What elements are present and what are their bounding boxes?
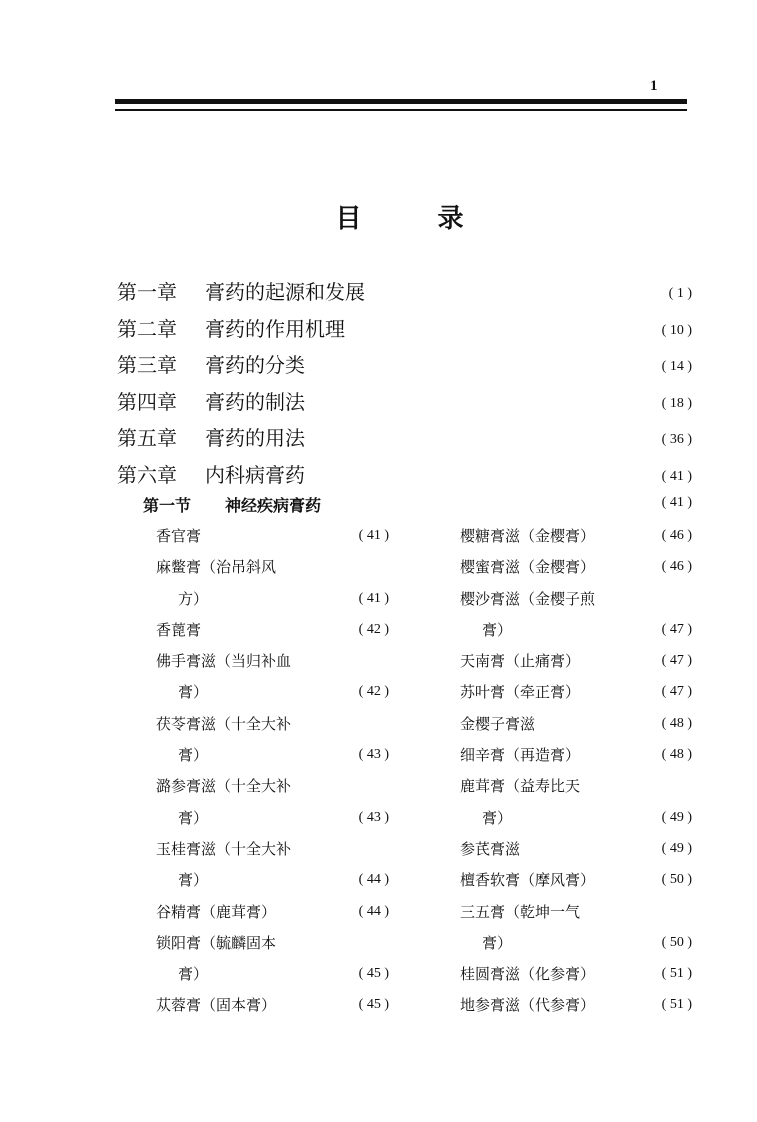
toc-entry-continuation[interactable] <box>460 806 692 837</box>
entry-page: ( 47 ) <box>661 621 692 637</box>
chapter-title: 内科病膏药 <box>205 462 305 487</box>
toc-entry[interactable] <box>460 555 692 586</box>
chapter-list <box>117 278 692 498</box>
toc-entry[interactable] <box>460 900 692 931</box>
chapter-number: 第三章 <box>117 353 177 378</box>
entry-page: ( 43 ) <box>358 809 389 825</box>
toc-entry[interactable] <box>156 712 389 743</box>
entry-page: ( 48 ) <box>661 715 692 731</box>
entry-page: ( 47 ) <box>661 684 692 700</box>
entry-title: 膏） <box>482 933 513 952</box>
toc-entry[interactable] <box>460 993 692 1024</box>
toc-entry[interactable] <box>460 680 692 711</box>
toc-section[interactable] <box>143 493 692 516</box>
toc-chapter[interactable] <box>117 315 692 352</box>
page-number: 1 <box>650 78 658 94</box>
entry-page: ( 51 ) <box>661 997 692 1013</box>
entry-page: ( 46 ) <box>661 528 692 543</box>
toc-entry[interactable] <box>156 993 389 1024</box>
entry-page: ( 41 ) <box>358 528 389 543</box>
entry-title: 三五膏（乾坤一气 <box>460 902 581 921</box>
toc-entry-continuation[interactable] <box>460 931 692 962</box>
entry-page: ( 48 ) <box>661 747 692 763</box>
toc-chapter[interactable] <box>117 424 692 461</box>
entry-title: 膏） <box>178 871 209 890</box>
chapter-title: 膏药的作用机理 <box>205 316 345 341</box>
entry-title: 檀香软膏（摩风膏） <box>460 871 596 890</box>
toc-entry[interactable] <box>460 743 692 774</box>
entry-page: ( 45 ) <box>358 997 389 1013</box>
entry-title: 香蓖膏 <box>156 620 202 639</box>
entry-page: ( 45 ) <box>358 966 389 982</box>
entry-title: 膏） <box>482 620 513 639</box>
toc-entries-left-column <box>156 524 389 1025</box>
toc-entry[interactable] <box>460 868 692 899</box>
toc-entry[interactable] <box>460 837 692 868</box>
chapter-page: ( 14 ) <box>661 359 692 375</box>
entry-title: 谷精膏（鹿茸膏） <box>156 902 277 921</box>
chapter-number: 第五章 <box>117 426 177 451</box>
toc-entry[interactable] <box>156 900 389 931</box>
chapter-number: 第一章 <box>117 280 177 304</box>
entry-page: ( 44 ) <box>358 872 389 888</box>
toc-entry-continuation[interactable] <box>156 680 389 711</box>
chapter-title: 膏药的起源和发展 <box>205 280 365 304</box>
entry-title: 参芪膏滋 <box>460 839 521 858</box>
entry-title: 锁阳膏（毓麟固本 <box>156 933 277 952</box>
entry-title: 茯苓膏滋（十全大补 <box>156 714 292 733</box>
toc-entry[interactable] <box>460 587 692 618</box>
entry-title: 麻鳖膏（治吊斜风 <box>156 558 277 577</box>
header-rule-thick <box>115 99 687 104</box>
section-number: 第一节 <box>143 496 192 515</box>
entry-page: ( 41 ) <box>358 590 389 606</box>
toc-chapter[interactable] <box>117 278 692 315</box>
entry-page: ( 50 ) <box>661 934 692 950</box>
entry-title: 膏） <box>482 808 513 827</box>
chapter-page: ( 41 ) <box>661 468 692 484</box>
toc-chapter[interactable] <box>117 351 692 388</box>
section-page: ( 41 ) <box>661 495 692 510</box>
toc-entry[interactable] <box>156 931 389 962</box>
toc-entry[interactable] <box>460 649 692 680</box>
entry-title: 细辛膏（再造膏） <box>460 746 581 765</box>
entry-title: 鹿茸膏（益寿比天 <box>460 777 581 796</box>
entry-title: 膏） <box>178 808 209 827</box>
chapter-number: 第四章 <box>117 389 177 414</box>
entry-title: 膏） <box>178 965 209 984</box>
entry-page: ( 47 ) <box>661 653 692 669</box>
toc-entry[interactable] <box>156 618 389 649</box>
entry-page: ( 42 ) <box>358 621 389 637</box>
toc-entry[interactable] <box>460 524 692 555</box>
entry-title: 佛手膏滋（当归补血 <box>156 652 292 671</box>
entry-title: 樱蜜膏滋（金樱膏） <box>460 558 596 577</box>
entry-title: 玉桂膏滋（十全大补 <box>156 839 292 858</box>
entry-title: 地参膏滋（代参膏） <box>460 996 596 1015</box>
entry-page: ( 51 ) <box>661 966 692 982</box>
entry-title: 樱沙膏滋（金樱子煎 <box>460 589 596 608</box>
chapter-title: 膏药的制法 <box>205 389 305 414</box>
entry-title: 香官膏 <box>156 527 202 545</box>
chapter-number: 第六章 <box>117 462 177 487</box>
chapter-number: 第二章 <box>117 316 177 341</box>
entry-title: 方） <box>178 589 209 608</box>
chapter-page: ( 18 ) <box>661 395 692 411</box>
toc-entry[interactable] <box>460 774 692 805</box>
entry-title: 潞参膏滋（十全大补 <box>156 777 292 796</box>
entry-page: ( 49 ) <box>661 809 692 825</box>
page-title <box>0 198 757 235</box>
entry-title: 膏） <box>178 683 209 702</box>
entry-title: 苁蓉膏（固本膏） <box>156 996 277 1015</box>
toc-entry[interactable] <box>460 712 692 743</box>
toc-entry[interactable] <box>460 962 692 993</box>
entry-title: 金樱子膏滋 <box>460 714 536 733</box>
toc-chapter[interactable] <box>117 388 692 425</box>
toc-entry[interactable] <box>156 649 389 680</box>
title-char-1: 目 <box>335 204 362 234</box>
chapter-page: ( 36 ) <box>661 432 692 448</box>
toc-entry[interactable] <box>156 774 389 805</box>
entry-page: ( 43 ) <box>358 747 389 763</box>
toc-entry-continuation[interactable] <box>156 743 389 774</box>
entry-title: 樱糖膏滋（金樱膏） <box>460 527 596 545</box>
toc-entry-continuation[interactable] <box>460 618 692 649</box>
entry-page: ( 50 ) <box>661 872 692 888</box>
entry-title: 苏叶膏（牵正膏） <box>460 683 581 702</box>
chapter-title: 膏药的用法 <box>205 426 305 451</box>
toc-entry-continuation[interactable] <box>156 587 389 618</box>
entry-page: ( 44 ) <box>358 903 389 919</box>
entry-page: ( 49 ) <box>661 840 692 856</box>
section-title: 神经疾病膏药 <box>225 496 322 515</box>
chapter-page: ( 10 ) <box>661 322 692 338</box>
toc-entry[interactable] <box>156 524 389 555</box>
entry-title: 膏） <box>178 746 209 765</box>
toc-entries-right-column <box>460 524 692 1025</box>
entry-page: ( 46 ) <box>661 559 692 575</box>
header-rule-thin <box>115 109 687 111</box>
title-char-2: 录 <box>437 204 464 234</box>
toc-entry-continuation[interactable] <box>156 806 389 837</box>
toc-entry-continuation[interactable] <box>156 868 389 899</box>
chapter-title: 膏药的分类 <box>205 353 305 378</box>
entry-title: 桂圆膏滋（化参膏） <box>460 965 596 984</box>
toc-entry-continuation[interactable] <box>156 962 389 993</box>
toc-entry[interactable] <box>156 555 389 586</box>
chapter-page: ( 1 ) <box>668 286 692 301</box>
entry-page: ( 42 ) <box>358 684 389 700</box>
toc-entry[interactable] <box>156 837 389 868</box>
entry-title: 天南膏（止痛膏） <box>460 652 581 671</box>
